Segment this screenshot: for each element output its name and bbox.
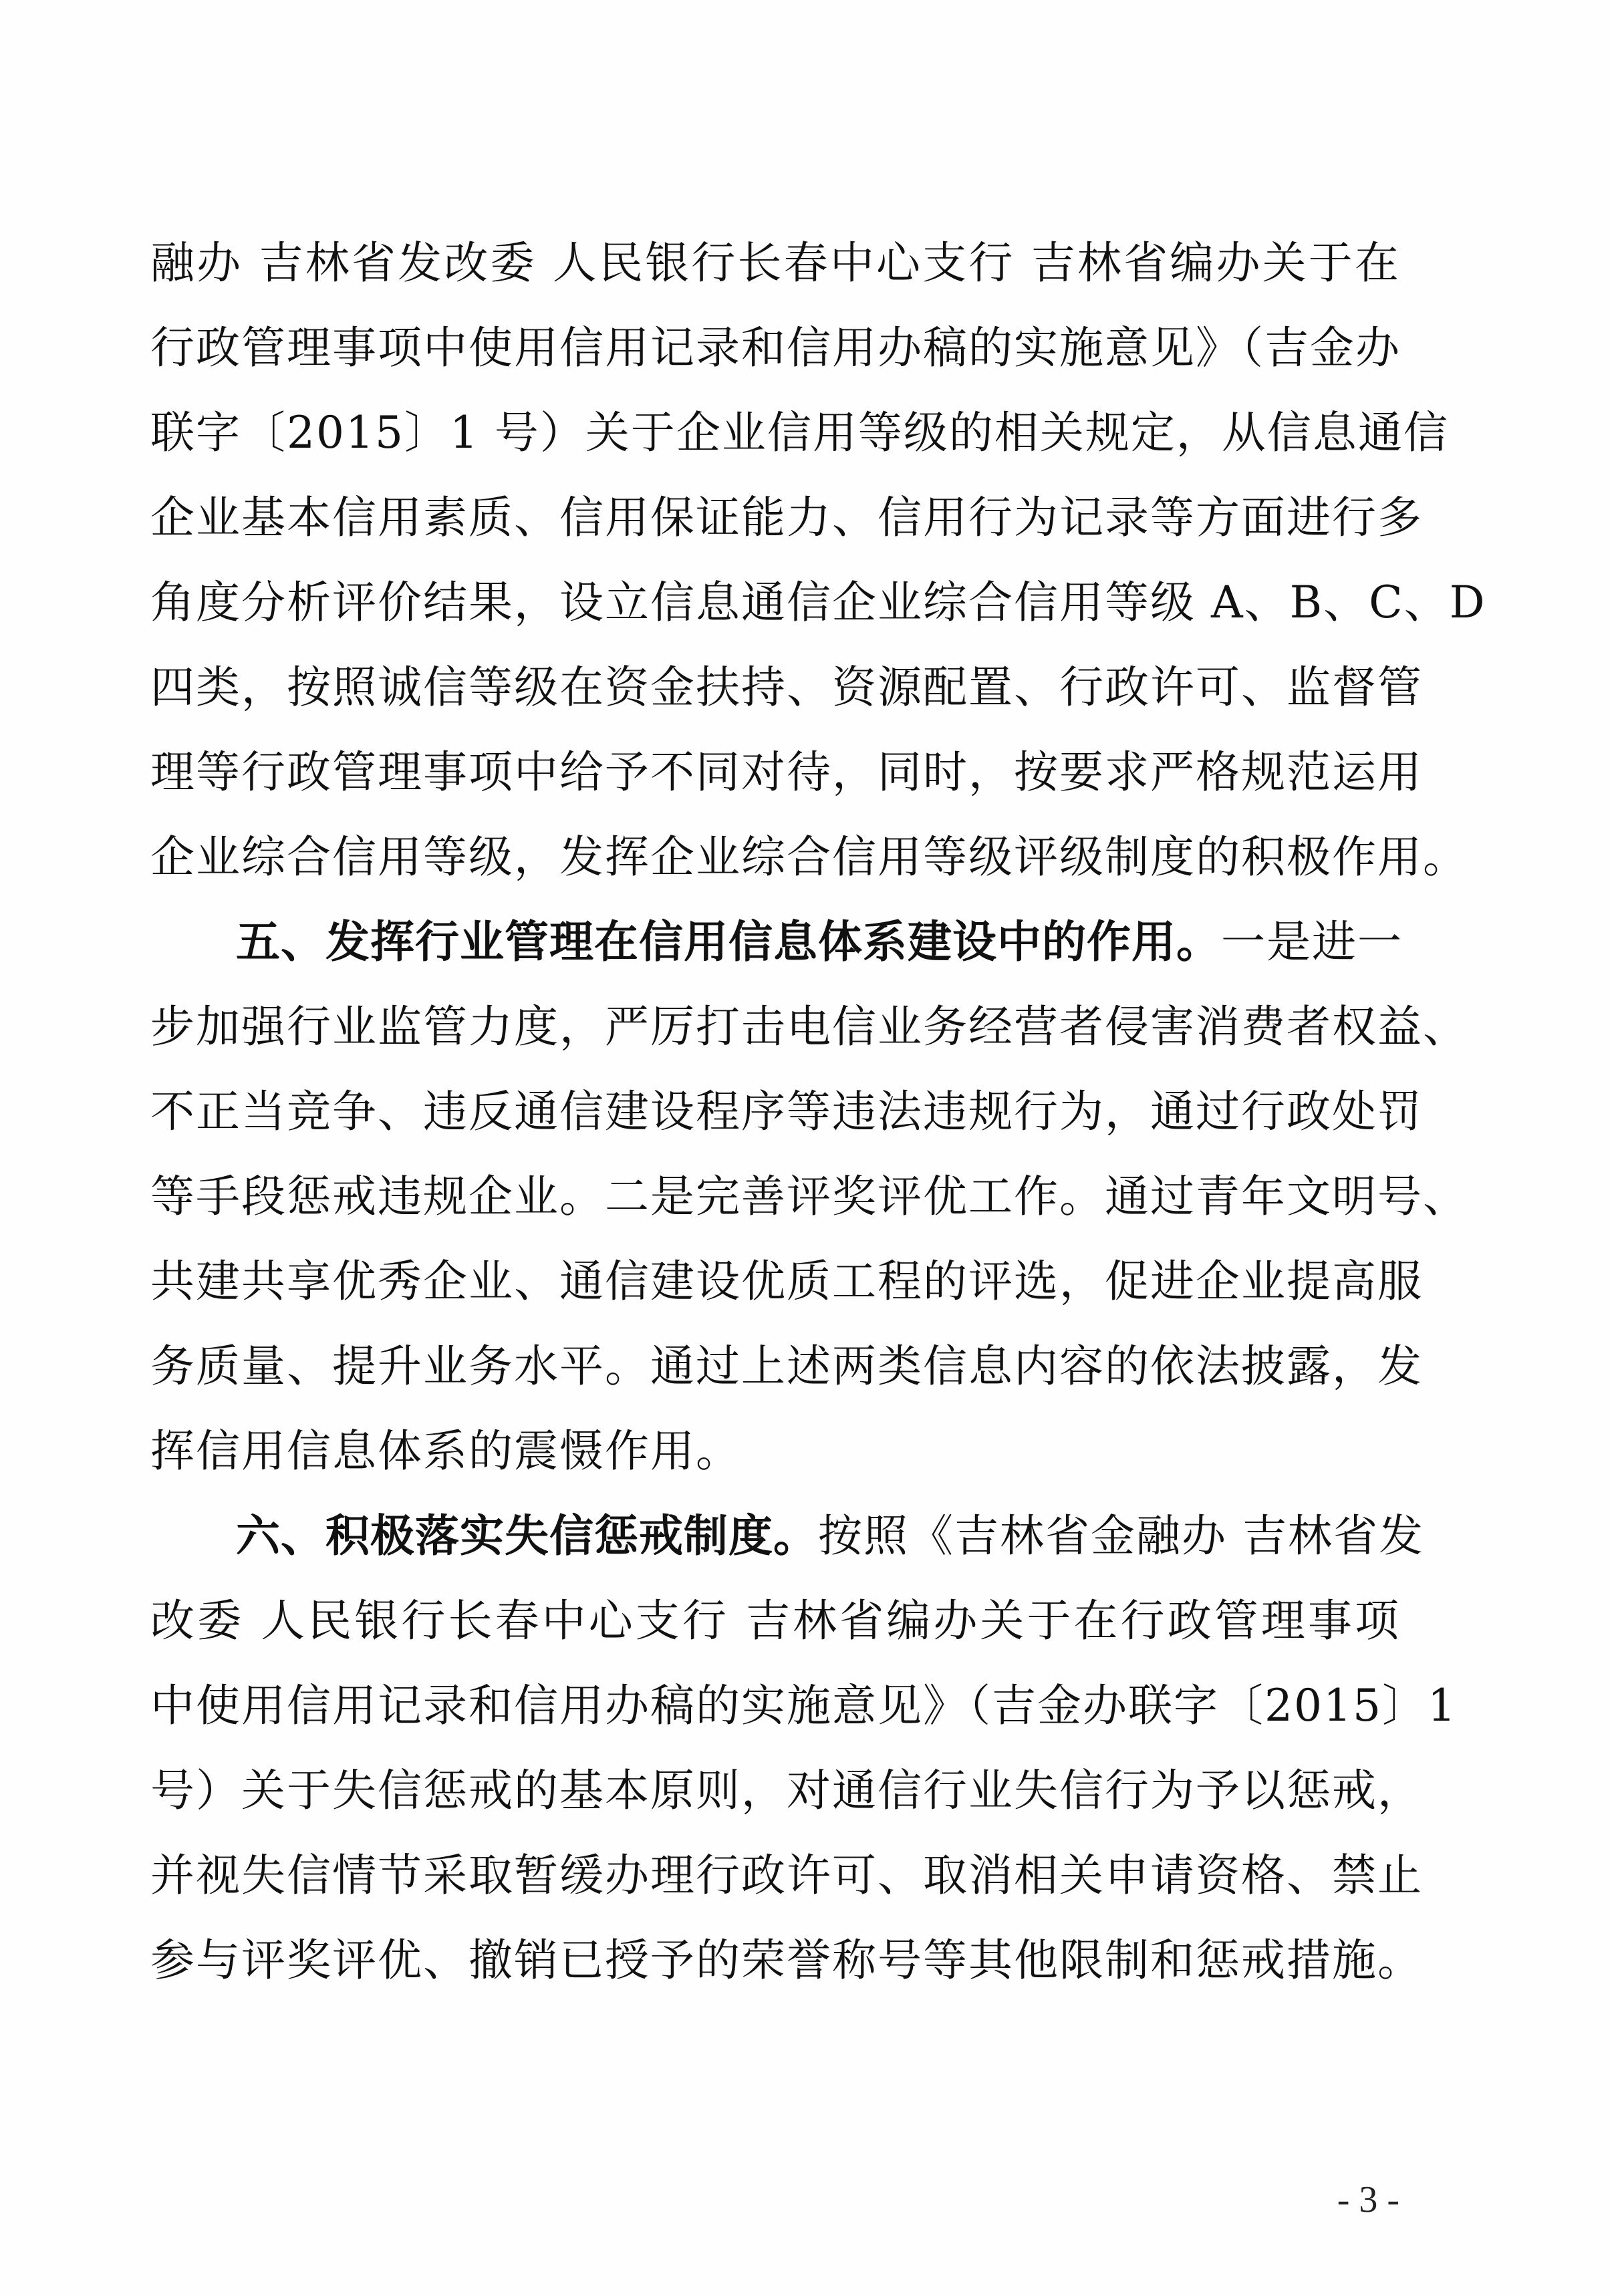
paragraph-line: 挥信用信息体系的震慑作用。: [150, 1425, 741, 1477]
paragraph-line: 企业综合信用等级，发挥企业综合信用等级评级制度的积极作用。: [150, 831, 1468, 883]
paragraph-line: 参与评奖评优、撤销已授予的荣誉称号等其他限制和惩戒措施。: [150, 1934, 1423, 1986]
paragraph-line: 四类，按照诚信等级在资金扶持、资源配置、行政许可、监督管: [150, 662, 1423, 713]
paragraph-line: 角度分析评价结果，设立信息通信企业综合信用等级 A、B、C、D: [150, 577, 1486, 628]
paragraph-line: 中使用信用记录和信用办稿的实施意见》（吉金办联字〔2015〕1: [150, 1680, 1457, 1731]
section-6-first-line: [150, 1493, 1424, 1578]
paragraph-line: 联字〔2015〕1 号）关于企业信用等级的相关规定，从信息通信: [150, 407, 1449, 458]
paragraph-line: 并视失信情节采取暂缓办理行政许可、取消相关申请资格、禁止: [150, 1850, 1423, 1901]
paragraph-line: 不正当竞争、违反通信建设程序等违法违规行为，通过行政处罚: [150, 1086, 1423, 1137]
paragraph-line: 融办 吉林省发改委 人民银行长春中心支行 吉林省编办关于在: [150, 237, 1400, 289]
paragraph-line: 共建共享优秀企业、通信建设优质工程的评选，促进企业提高服: [150, 1256, 1423, 1307]
section-6-heading: 六、积极落实失信惩戒制度。: [236, 1510, 818, 1562]
document-body: [150, 221, 1486, 2003]
paragraph-line: 等手段惩戒违规企业。二是完善评奖评优工作。通过青年文明号、: [150, 1171, 1468, 1222]
paragraph-line: 企业基本信用素质、信用保证能力、信用行为记录等方面进行多: [150, 492, 1423, 543]
paragraph-line: 号）关于失信惩戒的基本原则，对通信行业失信行为予以惩戒，: [150, 1765, 1423, 1816]
section-5-first-line: [150, 899, 1403, 984]
paragraph-line: 务质量、提升业务水平。通过上述两类信息内容的依法披露，发: [150, 1340, 1423, 1392]
paragraph-line: 行政管理事项中使用信用记录和信用办稿的实施意见》（吉金办: [150, 322, 1401, 374]
section-5-text: 一是进一: [1221, 916, 1403, 968]
section-6-text: 按照《吉林省金融办 吉林省发: [818, 1510, 1424, 1562]
paragraph-line: 改委 人民银行长春中心支行 吉林省编办关于在行政管理事项: [150, 1595, 1400, 1646]
paragraph-line: 步加强行业监管力度，严厉打击电信业务经营者侵害消费者权益、: [150, 1001, 1468, 1052]
page-number: - 3 -: [1337, 2179, 1399, 2220]
paragraph-line: 理等行政管理事项中给予不同对待，同时，按要求严格规范运用: [150, 746, 1423, 798]
section-5-heading: 五、发挥行业管理在信用信息体系建设中的作用。: [236, 916, 1221, 968]
